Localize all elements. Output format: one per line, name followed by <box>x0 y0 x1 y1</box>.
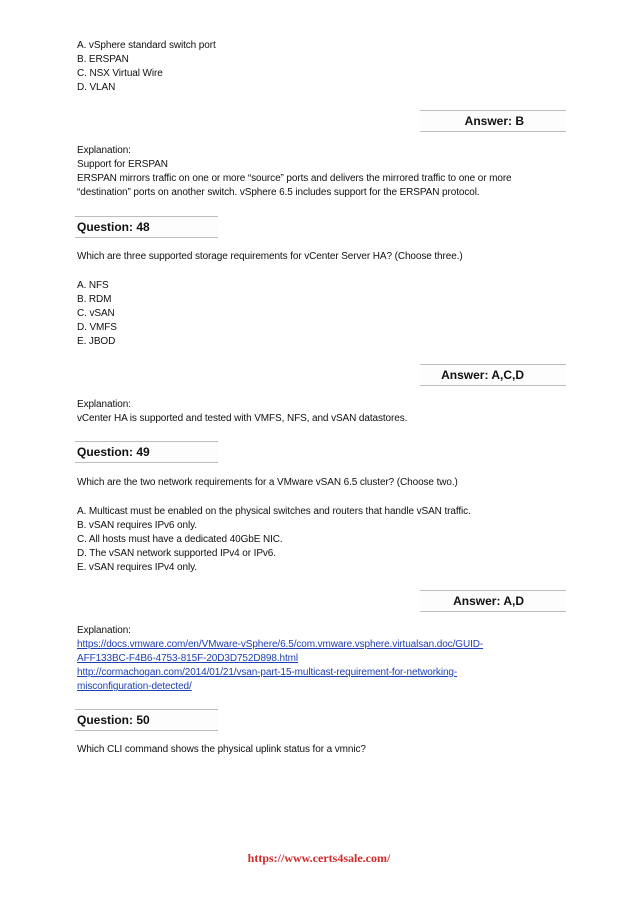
q48-option-e: E. JBOD <box>77 336 116 347</box>
q47-answer: Answer: B <box>464 114 524 128</box>
q49-heading-box <box>75 441 218 463</box>
q49-reference-link-1-cont[interactable]: AFF133BC-F4B6-4753-815F-20D3D752D898.html <box>77 653 299 664</box>
q47-explanation-line: ERSPAN mirrors traffic on one or more “source” ports and delivers the mirrored traffic to one or more <box>77 173 512 184</box>
q47-option-c: C. NSX Virtual Wire <box>77 68 163 79</box>
q47-explanation-label: Explanation: <box>77 145 131 156</box>
q48-option-d: D. VMFS <box>77 322 117 333</box>
q48-option-a: A. NFS <box>77 280 109 291</box>
q49-reference-link-2-cont[interactable]: misconfiguration-detected/ <box>77 681 192 692</box>
q47-explanation-line: Support for ERSPAN <box>77 159 168 170</box>
q49-question: Which are the two network requirements for a VMware vSAN 6.5 cluster? (Choose two.) <box>77 477 458 488</box>
q47-option-b: B. ERSPAN <box>77 54 129 65</box>
q48-answer: Answer: A,C,D <box>441 368 524 382</box>
q48-explanation-line: vCenter HA is supported and tested with VMFS, NFS, and vSAN datastores. <box>77 413 408 424</box>
q50-heading: Question: 50 <box>77 713 150 727</box>
q48-question: Which are three supported storage requirements for vCenter Server HA? (Choose three.) <box>77 251 463 262</box>
q47-explanation-line: “destination” ports on another switch. vSphere 6.5 includes support for the ERSPAN protocol. <box>77 187 480 198</box>
q49-answer-box <box>420 590 566 612</box>
q49-heading: Question: 49 <box>77 445 150 459</box>
q48-heading-box <box>75 216 218 238</box>
q48-heading: Question: 48 <box>77 220 150 234</box>
q48-option-c: C. vSAN <box>77 308 115 319</box>
q49-option-a: A. Multicast must be enabled on the physical switches and routers that handle vSAN traffic. <box>77 506 471 517</box>
q50-heading-box <box>75 709 218 731</box>
q47-answer-box <box>420 110 566 132</box>
q49-explanation-label: Explanation: <box>77 625 131 636</box>
q49-answer: Answer: A,D <box>453 594 524 608</box>
q49-option-e: E. vSAN requires IPv4 only. <box>77 562 197 573</box>
footer-url[interactable]: https://www.certs4sale.com/ <box>247 851 391 865</box>
q49-reference-link-1[interactable]: https://docs.vmware.com/en/VMware-vSphere/6.5/com.vmware.vsphere.virtualsan.doc/GUID- <box>77 639 484 650</box>
q47-option-a: A. vSphere standard switch port <box>77 40 216 51</box>
q48-option-b: B. RDM <box>77 294 112 305</box>
q49-option-c: C. All hosts must have a dedicated 40GbE NIC. <box>77 534 283 545</box>
q50-question: Which CLI command shows the physical uplink status for a vmnic? <box>77 744 366 755</box>
q49-option-d: D. The vSAN network supported IPv4 or IPv6. <box>77 548 276 559</box>
q48-explanation-label: Explanation: <box>77 399 131 410</box>
q49-option-b: B. vSAN requires IPv6 only. <box>77 520 197 531</box>
q49-reference-link-2[interactable]: http://cormachogan.com/2014/01/21/vsan-part-15-multicast-requirement-for-networking- <box>77 667 458 678</box>
q48-answer-box <box>420 364 566 386</box>
q47-option-d: D. VLAN <box>77 82 116 93</box>
